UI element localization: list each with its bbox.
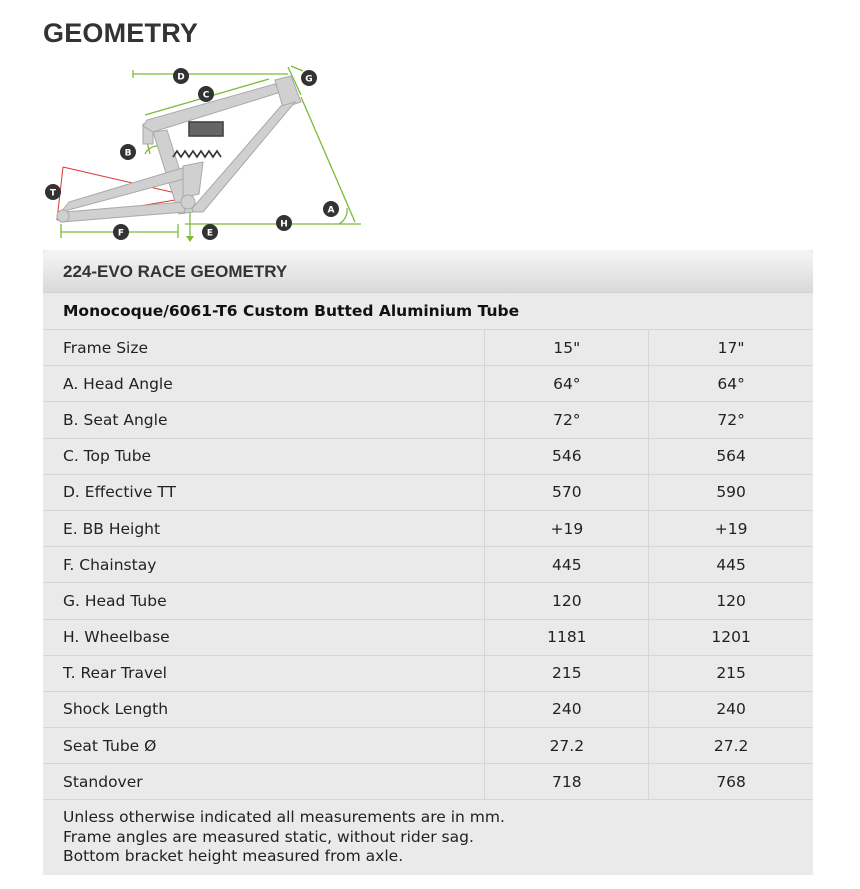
value-17in: +19 [714,519,748,538]
svg-text:A: A [327,205,335,216]
value-15in: 1181 [485,620,649,655]
marker-f [113,224,129,240]
marker-b [120,144,136,160]
value-15in: 27.2 [485,728,649,763]
value-17in: 17" [717,338,745,357]
row-label: Shock Length [43,692,485,727]
table-row [43,728,813,764]
value-17in: 27.2 [713,736,749,755]
value-15in: 120 [485,583,649,618]
row-label: Seat Tube Ø [43,728,485,763]
note-line: Bottom bracket height measured from axle. [63,847,404,866]
svg-text:H: H [280,219,288,230]
value-17in: 590 [716,483,746,502]
bike-frame [57,76,301,222]
marker-a [323,201,339,217]
value-17in: 1201 [711,628,751,647]
row-label: H. Wheelbase [43,620,485,655]
note-line: Unless otherwise indicated all measurements are in mm. [63,808,505,827]
value-15in: 546 [485,439,649,474]
row-label: Standover [43,764,485,799]
marker-t [45,184,61,200]
row-label: T. Rear Travel [43,656,485,691]
value-17in: 120 [716,591,746,610]
svg-text:D: D [177,72,185,83]
table-row [43,511,813,547]
marker-d [173,68,189,84]
row-label: G. Head Tube [43,583,485,618]
table-row [43,475,813,511]
value-15in: 215 [485,656,649,691]
marker-c [198,86,214,102]
row-label: Frame Size [43,330,485,365]
value-15in: 570 [485,475,649,510]
rear-shock [173,122,223,157]
value-17in: 445 [716,555,746,574]
table-row [43,656,813,692]
geometry-table [43,250,813,875]
table-row [43,330,813,366]
value-15in: 72° [485,402,649,437]
marker-g [301,70,317,86]
table-row [43,764,813,800]
svg-text:F: F [117,228,125,239]
row-label: B. Seat Angle [43,402,485,437]
row-label: A. Head Angle [43,366,485,401]
value-17in: 64° [717,374,745,393]
value-17in: 240 [716,700,746,719]
svg-text:C: C [202,90,210,101]
row-label: E. BB Height [43,511,485,546]
table-heading: 224-EVO RACE GEOMETRY [43,250,813,293]
row-label: D. Effective TT [43,475,485,510]
svg-text:E: E [206,228,214,239]
value-15in: 15" [485,330,649,365]
marker-e [202,224,218,240]
value-17in: 768 [716,772,746,791]
note-line: Frame angles are measured static, without rider sag. [63,827,474,846]
value-17in: 564 [716,447,746,466]
svg-text:B: B [124,148,132,159]
value-15in: 718 [485,764,649,799]
page-title: GEOMETRY [43,18,199,48]
svg-text:T: T [49,188,57,199]
table-row [43,547,813,583]
table-row [43,402,813,438]
row-label: F. Chainstay [43,547,485,582]
marker-h [276,215,292,231]
table-body [43,330,813,800]
value-15in: 445 [485,547,649,582]
table-notes [43,800,813,867]
table-row [43,620,813,656]
frame-geometry-diagram [43,62,373,247]
value-17in: 215 [716,664,746,683]
value-15in: +19 [485,511,649,546]
table-row [43,583,813,619]
value-15in: 64° [485,366,649,401]
table-row [43,692,813,728]
table-row [43,439,813,475]
value-15in: 240 [485,692,649,727]
svg-text:G: G [305,74,313,85]
row-label: C. Top Tube [43,439,485,474]
table-row [43,366,813,402]
value-17in: 72° [717,410,745,429]
material-row: Monocoque/6061-T6 Custom Butted Aluminium Tube [43,293,813,330]
